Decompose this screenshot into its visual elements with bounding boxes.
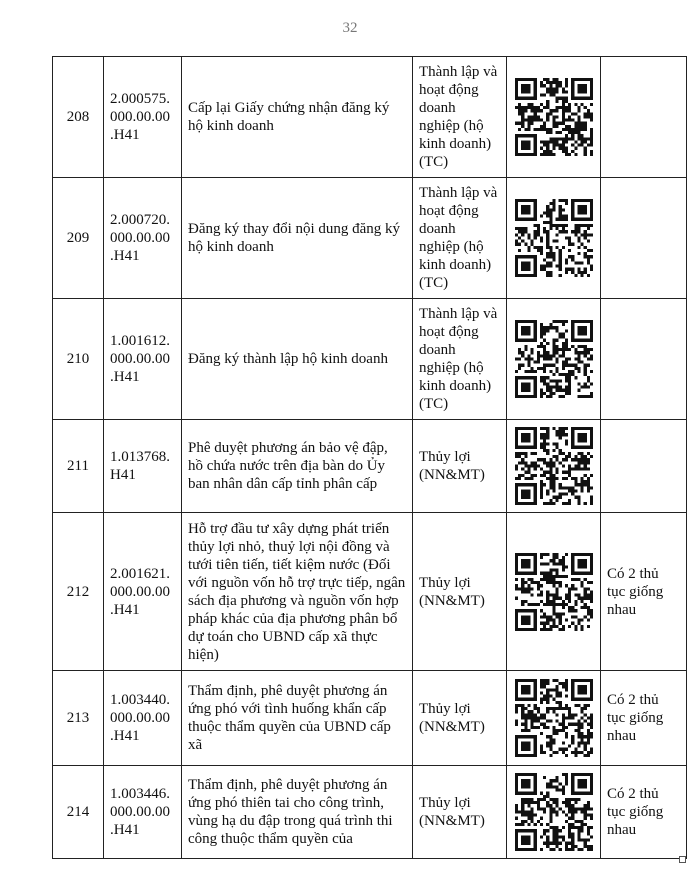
procedure-field-cell: Thành lập và hoạt động doanh nghiệp (hộ kinh doanh) (TC) <box>413 178 507 299</box>
table-row <box>53 178 687 299</box>
qr-code-icon <box>515 427 593 505</box>
procedures-table <box>52 56 687 859</box>
qr-code-cell <box>507 766 601 859</box>
procedure-code: 1.003446. 000.00.00 .H41 <box>110 786 170 838</box>
procedure-name-cell: Phê duyệt phương án bảo vệ đập, hồ chứa nước trên địa bàn do Ủy ban nhân dân cấp tỉnh phân cấp <box>182 420 413 513</box>
qr-code-icon <box>515 679 593 757</box>
qr-code-icon <box>515 553 593 631</box>
qr-code-icon <box>515 320 593 398</box>
table-row <box>53 513 687 671</box>
procedure-code: 1.001612. 000.00.00 .H41 <box>110 333 170 385</box>
procedure-name-cell: Hỗ trợ đầu tư xây dựng phát triển thủy lợi nhỏ, thuỷ lợi nội đồng và tưới tiên tiến, tiết kiệm nước (Đối với nguồn vốn hỗ trợ trực tiếp, ngân sách địa phương và nguồn vốn hợp pháp khác của địa phương phân bổ dự toán cho UBND cấp xã thực hiện) <box>182 513 413 671</box>
note-cell: Có 2 thủ tục giống nhau <box>601 671 687 766</box>
table-row <box>53 299 687 420</box>
note-cell: Có 2 thủ tục giống nhau <box>601 513 687 671</box>
procedure-code: 2.000575. 000.00.00 .H41 <box>110 91 170 143</box>
qr-code-cell <box>507 671 601 766</box>
note-cell: Có 2 thủ tục giống nhau <box>601 766 687 859</box>
procedure-code-cell <box>104 299 182 420</box>
qr-code-icon <box>515 773 593 851</box>
procedure-code-cell <box>104 420 182 513</box>
procedure-name-cell: Đăng ký thay đổi nội dung đăng ký hộ kinh doanh <box>182 178 413 299</box>
procedure-field-cell: Thành lập và hoạt động doanh nghiệp (hộ kinh doanh) (TC) <box>413 299 507 420</box>
procedure-code: 2.000720. 000.00.00 .H41 <box>110 212 170 264</box>
qr-code-cell <box>507 178 601 299</box>
procedure-name-cell: Đăng ký thành lập hộ kinh doanh <box>182 299 413 420</box>
page-number: 32 <box>342 20 358 36</box>
end-of-table-marker <box>679 856 686 863</box>
note-cell <box>601 178 687 299</box>
procedure-field-cell: Thủy lợi (NN&MT) <box>413 766 507 859</box>
procedure-code-cell <box>104 178 182 299</box>
row-number-cell: 212 <box>53 513 104 671</box>
procedure-code: 1.003440. 000.00.00 .H41 <box>110 692 170 744</box>
row-number-cell: 209 <box>53 178 104 299</box>
table-row <box>53 766 687 859</box>
procedure-code: 2.001621. 000.00.00 .H41 <box>110 565 170 618</box>
procedure-field-cell: Thủy lợi (NN&MT) <box>413 420 507 513</box>
procedure-code-cell <box>104 57 182 178</box>
procedure-field-cell: Thủy lợi (NN&MT) <box>413 513 507 671</box>
qr-code-icon <box>515 199 593 277</box>
qr-code-cell <box>507 420 601 513</box>
qr-code-cell <box>507 513 601 671</box>
procedure-code-cell <box>104 513 182 671</box>
row-number-cell: 210 <box>53 299 104 420</box>
procedure-code-cell <box>104 766 182 859</box>
table-row <box>53 57 687 178</box>
procedure-field-cell: Thành lập và hoạt động doanh nghiệp (hộ kinh doanh) (TC) <box>413 57 507 178</box>
note-cell <box>601 420 687 513</box>
procedure-field-cell: Thủy lợi (NN&MT) <box>413 671 507 766</box>
table-row <box>53 671 687 766</box>
row-number-cell: 213 <box>53 671 104 766</box>
procedure-code: 1.013768. H41 <box>110 449 170 483</box>
row-number-cell: 211 <box>53 420 104 513</box>
procedure-name-cell: Thẩm định, phê duyệt phương án ứng phó với tình huống khẩn cấp thuộc thẩm quyền của UBND cấp xã <box>182 671 413 766</box>
row-number-cell: 214 <box>53 766 104 859</box>
qr-code-icon <box>515 78 593 156</box>
note-cell <box>601 299 687 420</box>
procedure-code-cell <box>104 671 182 766</box>
row-number-cell: 208 <box>53 57 104 178</box>
qr-code-cell <box>507 299 601 420</box>
procedure-name-cell: Thẩm định, phê duyệt phương án ứng phó thiên tai cho công trình, vùng hạ du đập trong quá trình thi công thuộc thẩm quyền của <box>182 766 413 859</box>
note-cell <box>601 57 687 178</box>
table-body <box>53 57 687 859</box>
qr-code-cell <box>507 57 601 178</box>
table-row <box>53 420 687 513</box>
procedure-name-cell: Cấp lại Giấy chứng nhận đăng ký hộ kinh doanh <box>182 57 413 178</box>
